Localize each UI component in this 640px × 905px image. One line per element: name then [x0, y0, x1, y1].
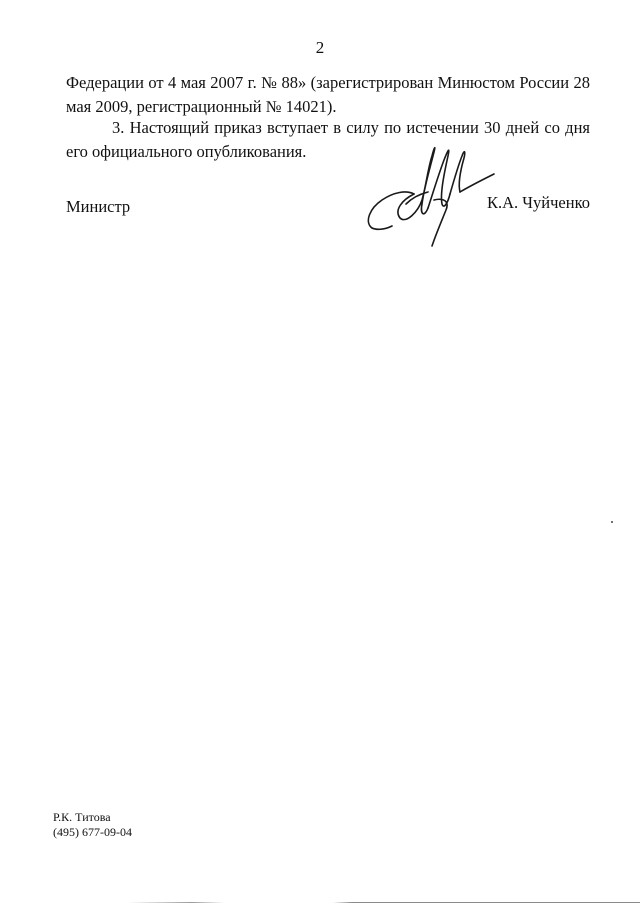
scan-speck [611, 521, 613, 523]
signer-name: К.А. Чуйченко [487, 193, 590, 212]
footer-executor [53, 810, 132, 840]
page-number: 2 [315, 38, 325, 57]
signer-position: Министр [66, 197, 131, 216]
body-paragraph-2: 3. Настоящий приказ вступает в силу по истечении 30 дней со дня его официального опубликования. [66, 118, 590, 161]
body-paragraph-1: Федерации от 4 мая 2007 г. № 88» (зарегистрирован Минюстом России 28 мая 2009, регистрационный № 14021). [66, 73, 590, 116]
executor-phone: (495) 677-09-04 [53, 825, 132, 839]
executor-name: Р.К. Титова [53, 810, 111, 824]
handwritten-signature-icon [362, 138, 502, 248]
scan-bottom-edge [0, 902, 640, 903]
